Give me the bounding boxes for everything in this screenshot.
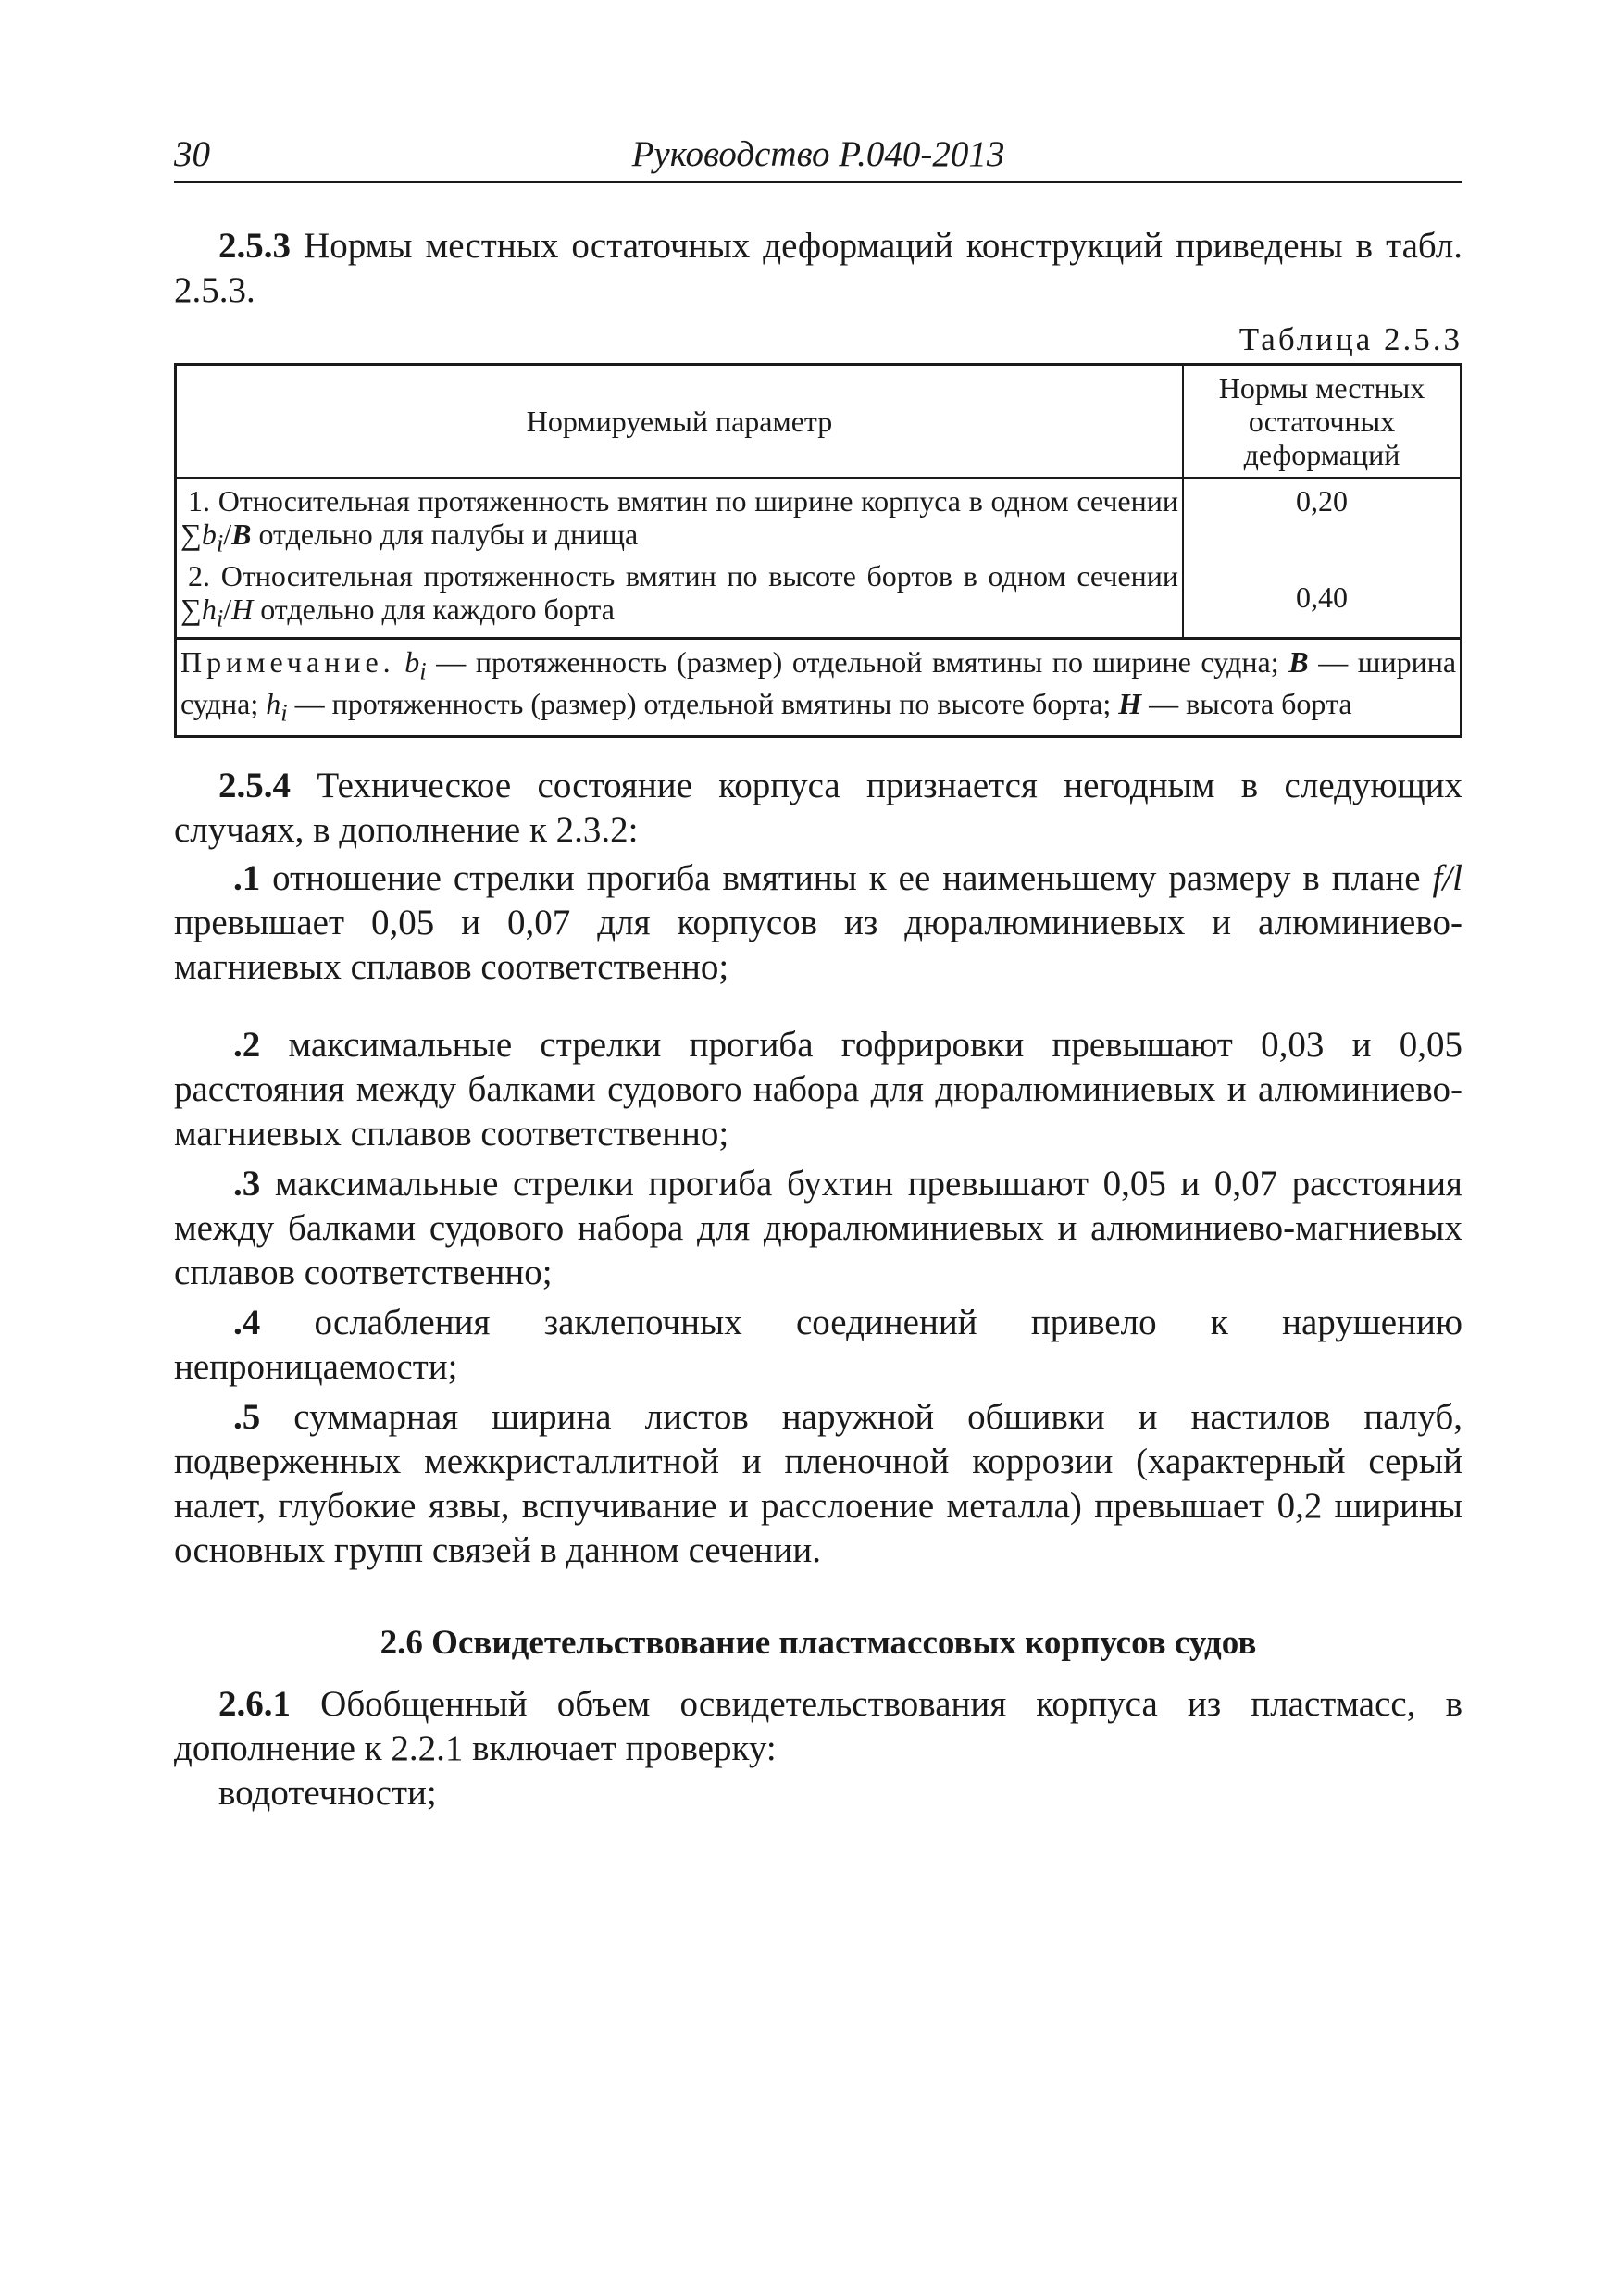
list-item: .3 максимальные стрелки прогиба бухтин превышают 0,05 и 0,07 расстояния между балками судового набора для дюралюминиевых и алюминиево-магниевых сплавов соответственно; — [174, 1163, 1462, 1292]
clause-number: 2.5.3 — [218, 226, 291, 266]
table-note: Примечание. $b_i$ — протяженность (размер) отдельной вмятины по ширине судна; B — ширина судна; $h_i$ — протяженность (размер) отдельной вмятины по высоте борта; H — высота борта — [176, 638, 1462, 736]
clause-number: 2.6.1 — [218, 1683, 291, 1724]
list-item: .1 отношение стрелки прогиба вмятины к ее наименьшему размеру в плане f/l превышает 0,05 и 0,07 для корпусов из дюралюминиевых и алюминиево-магниевых сплавов соответственно; — [174, 857, 1462, 987]
table-cell-values — [1183, 478, 1462, 638]
running-header — [174, 130, 1462, 183]
list-item: .2 максимальные стрелки прогиба гофрировки превышают 0,03 и 0,05 расстояния между балками судового набора для дюралюминиевых и алюминиево-магниевых сплавов соответственно; — [174, 1024, 1463, 1154]
paragraph-text: Обобщенный объем освидетельствования корпуса из пластмасс, в дополнение к 2.2.1 включает проверку: — [174, 1683, 1463, 1768]
table-caption: Таблица 2.5.3 — [1238, 321, 1462, 357]
paragraph-continuation: водотечности; — [218, 1772, 437, 1813]
row-1-text: 1. Относительная протяженность вмятин по ширине корпуса в одном сечении $\sum b_i/B$ отдельно для палубы и днища — [180, 484, 1178, 557]
column-header-parameter: Нормируемый параметр — [176, 365, 1184, 479]
paragraph-2-6-1 — [174, 1682, 1462, 1771]
paragraph-2-5-4 — [174, 764, 1462, 853]
table-note-row — [176, 638, 1462, 736]
list-item: .4 ослабления заклепочных соединений привело к нарушению непроницаемости; — [174, 1302, 1462, 1387]
page-number: 30 — [174, 134, 210, 174]
deformation-norms-table — [174, 363, 1462, 738]
table-cell-parameter — [176, 478, 1184, 638]
section-heading: 2.6 Освидетельствование пластмассовых корпусов судов — [380, 1623, 1257, 1662]
table-header-row — [176, 365, 1462, 479]
paragraph-text: Техническое состояние корпуса признается негодным в следующих случаях, в дополнение к 2.3.2: — [174, 765, 1462, 850]
column-header-norms: Нормы местных остаточных деформаций — [1183, 365, 1462, 479]
row-2-text: 2. Относительная протяженность вмятин по высоте бортов в одном сечении $\sum h_i/H$ отдельно для каждого борта — [180, 559, 1178, 632]
paragraph-2-5-3 — [174, 224, 1462, 313]
document-title: Руководство Р.040-2013 — [631, 134, 1005, 174]
paragraph-text: Нормы местных остаточных деформаций конструкций приведены в табл. 2.5.3. — [174, 226, 1463, 310]
row-2-value: 0,40 — [1296, 580, 1348, 614]
note-label: Примечание. — [180, 644, 395, 679]
row-1-value: 0,20 — [1296, 484, 1348, 518]
table-row — [176, 478, 1462, 638]
document-page — [174, 130, 1462, 1816]
list-item: .5 суммарная ширина листов наружной обшивки и настилов палуб, подверженных межкристаллитной и пленочной коррозии (характерный серый налет, глубокие язвы, вспучивание и расслоение металла) превышает 0,2 ширины основных групп связей в данном сечении. — [174, 1396, 1462, 1570]
clause-number: 2.5.4 — [218, 765, 291, 805]
